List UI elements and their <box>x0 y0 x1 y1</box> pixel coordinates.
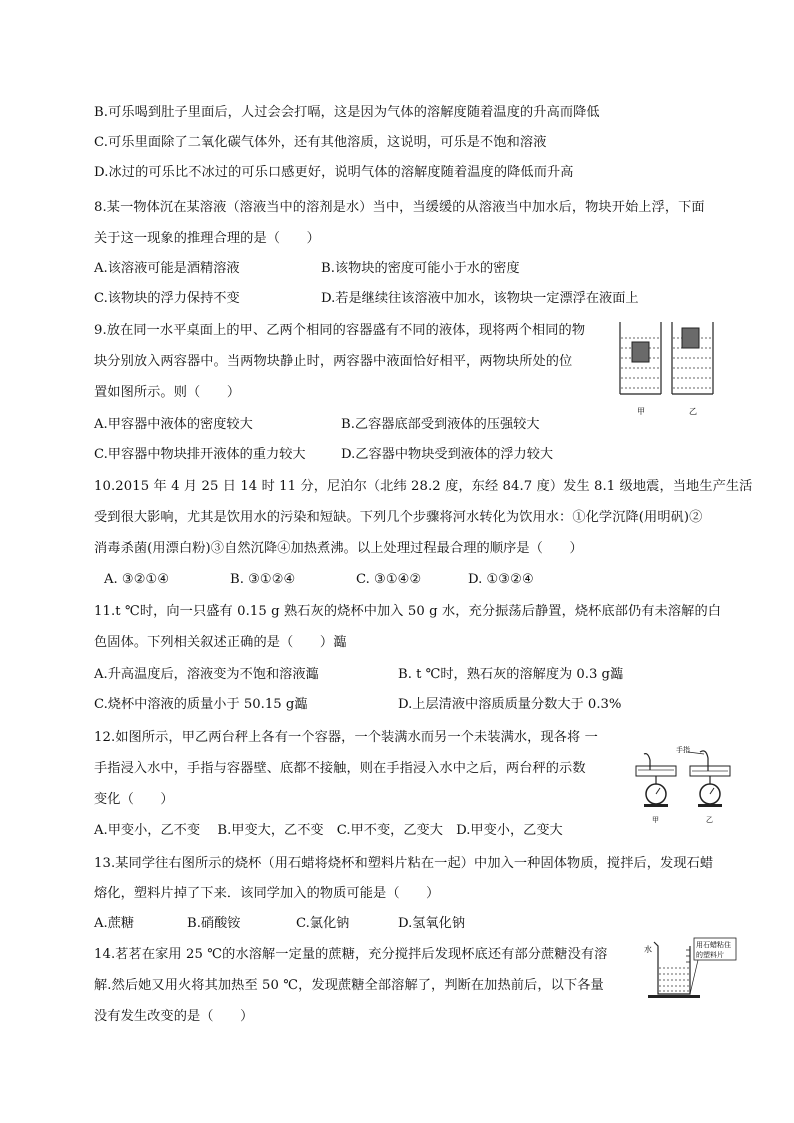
q9-label-jia: 甲 <box>637 407 645 416</box>
q12-stem-line3: 变化（ ） <box>94 792 174 807</box>
q11-option-a <box>94 666 319 684</box>
q9-containers-figure <box>615 318 725 420</box>
q10-option-d: D. ①③②④ <box>468 572 534 587</box>
q13-stem-line1: 13.某同学往右图所示的烧杯（用石蜡将烧杯和塑料片粘在一起）中加入一种固体物质，搅拌后，发现石蜡 <box>94 856 714 871</box>
q9-option-d: D.乙容器中物块受到液体的浮力较大 <box>341 447 554 462</box>
q9-stem-line2: 块分别放入两容器中。当两物块静止时，两容器中液面恰好相平，两物块所处的位 <box>94 354 573 369</box>
q8-option-a: A.该溶液可能是酒精溶液 <box>94 261 240 276</box>
q9-stem-line3: 置如图所示。则（ ） <box>94 385 241 400</box>
q14-label-line2: 的塑料片 <box>696 951 724 959</box>
q11-mark: 瀶 <box>305 667 319 682</box>
q14-stem-line3: 没有发生改变的是（ ） <box>94 1009 254 1024</box>
q11-mark: 瀶 <box>333 635 347 650</box>
q7-option-d: D.冰过的可乐比不冰过的可乐口感更好，说明气体的溶解度随着温度的降低而升高 <box>94 165 574 180</box>
q8-stem-line1: 8.某一物体沉在某溶液（溶液当中的溶剂是水）当中，当缓缓的从溶液当中加水后，物块开始上浮，下面 <box>94 200 705 215</box>
q11-stem-line2 <box>94 634 346 652</box>
q10-stem-line2: 受到很大影响，尤其是饮用水的污染和短缺。下列几个步骤将河水转化为饮用水：①化学沉降(用明矾)② <box>94 510 703 525</box>
q10-stem-line3: 消毒杀菌(用漂白粉)③自然沉降④加热煮沸。以上处理过程最合理的顺序是（ ） <box>94 541 583 556</box>
q13-option-c: C.氯化钠 <box>296 916 350 931</box>
q14-stem-line1: 14.茗茗在家用 25 ℃的水溶解一定量的蔗糖，充分搅拌后发现杯底还有部分蔗糖没有溶 <box>94 947 608 962</box>
q12-scales-figure <box>628 744 738 826</box>
container-yi <box>672 322 713 394</box>
q9-label-yi: 乙 <box>689 407 697 416</box>
q11-option-c <box>94 696 307 714</box>
q11-option-b-text: B. t ℃时，熟石灰的溶解度为 0.3 g <box>398 667 610 682</box>
q11-stem-text: 色固体。下列相关叙述正确的是（ ） <box>94 635 334 650</box>
q13-option-d: D.氢氧化钠 <box>398 916 466 931</box>
q13-option-a: A.蔗糖 <box>94 916 135 931</box>
q13-stem-line2: 熔化，塑料片掉了下来．该同学加入的物质可能是（ ） <box>94 886 440 901</box>
q14-stem-line2: 解.然后她又用火将其加热至 50 ℃，发现蔗糖全部溶解了，判断在加热前后，以下各量 <box>94 978 604 993</box>
q9-option-a: A.甲容器中液体的密度较大 <box>94 417 253 432</box>
beaker <box>654 942 690 994</box>
container-jia <box>620 322 661 394</box>
q11-stem-line1: 11.t ℃时，向一只盛有 0.15 g 熟石灰的烧杯中加入 50 g 水，充分振荡后静置，烧杯底部仍有未溶解的白 <box>94 604 722 619</box>
q8-option-d: D.若是继续往该溶液中加水，该物块一定漂浮在液面上 <box>321 291 639 306</box>
q7-option-c: C.可乐里面除了二氧化碳气体外，还有其他溶质，这说明，可乐是不饱和溶液 <box>94 135 547 150</box>
scale-jia <box>636 754 676 807</box>
q10-option-c: C. ③①④② <box>356 572 422 587</box>
q12-finger-label: 手指 <box>676 746 690 754</box>
q9-option-b: B.乙容器底部受到液体的压强较大 <box>341 417 540 432</box>
q8-option-c: C.该物块的浮力保持不变 <box>94 291 240 306</box>
q11-option-a-text: A.升高温度后，溶液变为不饱和溶液 <box>94 667 306 682</box>
q12-label-yi: 乙 <box>706 816 713 824</box>
q8-stem-line2: 关于这一现象的推理合理的是（ ） <box>94 231 320 246</box>
q9-option-c: C.甲容器中物块排开液体的重力较大 <box>94 447 306 462</box>
q9-stem-line1: 9.放在同一水平桌面上的甲、乙两个相同的容器盛有不同的液体，现将两个相同的物 <box>94 323 586 338</box>
q10-option-b: B. ③①②④ <box>230 572 296 587</box>
q11-mark: 瀶 <box>610 667 624 682</box>
q12-stem-line1: 12.如图所示，甲乙两台秤上各有一个容器，一个装满水而另一个未装满水，现各将 一 <box>94 730 598 745</box>
q11-option-d: D.上层清液中溶质质量分数大于 0.3% <box>398 697 622 712</box>
q10-option-a: A. ③②①④ <box>104 572 170 587</box>
q11-mark: 瀶 <box>294 697 308 712</box>
q12-stem-line2: 手指浸入水中，手指与容器壁、底都不接触，则在手指浸入水中之后，两台秤的示数 <box>94 761 586 776</box>
q11-option-c-text: C.烧杯中溶液的质量小于 50.15 g <box>94 697 295 712</box>
q12-label-jia: 甲 <box>652 816 659 824</box>
q14-water-label: 水 <box>644 945 652 954</box>
q8-option-b: B.该物块的密度可能小于水的密度 <box>321 261 520 276</box>
q12-options: A.甲变小，乙不变 B.甲变大，乙不变 C.甲不变，乙变大 D.甲变小，乙变大 <box>94 823 563 838</box>
q10-stem-line1: 10.2015 年 4 月 25 日 14 时 11 分，尼泊尔（北纬 28.2 度，东经 84.7 度）发生 8.1 级地震，当地生产生活 <box>94 479 753 494</box>
q7-option-b: B.可乐喝到肚子里面后，人过会会打嗝，这是因为气体的溶解度随着温度的升高而降低 <box>94 105 600 120</box>
q14-label-line1: 用石蜡粘住 <box>696 941 731 949</box>
q14-beaker-figure <box>640 936 740 1002</box>
plastic-sheet <box>648 995 700 998</box>
q13-option-b: B.硝酸铵 <box>187 916 241 931</box>
scale-yi <box>690 751 730 807</box>
q11-option-b <box>398 666 623 684</box>
